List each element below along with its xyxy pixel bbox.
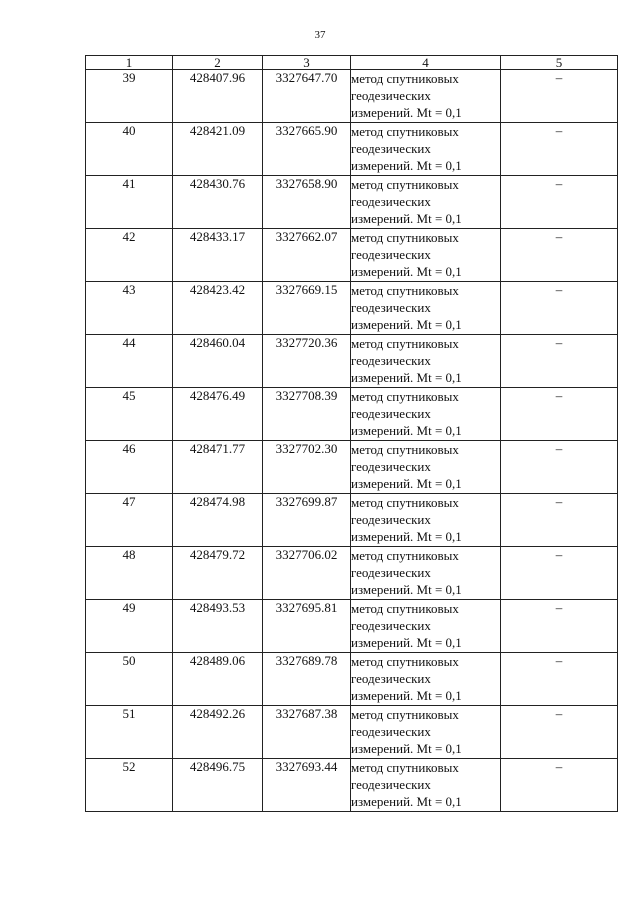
note-cell: – [501,600,618,653]
method-cell [351,335,501,388]
method-cell [351,547,501,600]
point-number-cell: 52 [86,759,173,812]
x-coordinate-cell: 428479.72 [173,547,263,600]
y-coordinate-cell: 3327669.15 [263,282,351,335]
note-cell: – [501,176,618,229]
table-row [86,176,618,229]
method-line: измерений. Mt = 0,1 [351,688,462,703]
note-cell: – [501,441,618,494]
method-cell [351,706,501,759]
method-cell [351,441,501,494]
point-number-cell: 41 [86,176,173,229]
point-number-cell: 44 [86,335,173,388]
method-line: геодезических [351,194,431,209]
header-col-2: 2 [173,56,263,70]
method-line: геодезических [351,618,431,633]
table-header-row [86,56,618,70]
note-cell: – [501,759,618,812]
point-number-cell: 48 [86,547,173,600]
method-line: геодезических [351,565,431,580]
x-coordinate-cell: 428407.96 [173,70,263,123]
x-coordinate-cell: 428496.75 [173,759,263,812]
x-coordinate-cell: 428423.42 [173,282,263,335]
header-col-4: 4 [351,56,501,70]
method-line: метод спутниковых [351,548,459,563]
method-line: геодезических [351,671,431,686]
point-number-cell: 46 [86,441,173,494]
method-line: метод спутниковых [351,495,459,510]
method-line: измерений. Mt = 0,1 [351,264,462,279]
y-coordinate-cell: 3327706.02 [263,547,351,600]
method-line: геодезических [351,512,431,527]
method-line: измерений. Mt = 0,1 [351,741,462,756]
point-number-cell: 51 [86,706,173,759]
header-col-3: 3 [263,56,351,70]
method-cell [351,600,501,653]
method-line: метод спутниковых [351,442,459,457]
method-line: измерений. Mt = 0,1 [351,317,462,332]
method-cell [351,494,501,547]
method-line: метод спутниковых [351,283,459,298]
coordinates-table [85,55,618,812]
x-coordinate-cell: 428471.77 [173,441,263,494]
point-number-cell: 40 [86,123,173,176]
note-cell: – [501,653,618,706]
method-line: метод спутниковых [351,707,459,722]
method-line: измерений. Mt = 0,1 [351,370,462,385]
method-line: геодезических [351,300,431,315]
y-coordinate-cell: 3327662.07 [263,229,351,282]
table-row [86,70,618,123]
note-cell: – [501,494,618,547]
method-cell [351,388,501,441]
method-line: измерений. Mt = 0,1 [351,158,462,173]
method-line: измерений. Mt = 0,1 [351,529,462,544]
table-row [86,335,618,388]
method-line: измерений. Mt = 0,1 [351,635,462,650]
method-cell [351,229,501,282]
table-row [86,759,618,812]
method-line: геодезических [351,724,431,739]
method-line: измерений. Mt = 0,1 [351,423,462,438]
method-line: измерений. Mt = 0,1 [351,211,462,226]
header-col-1: 1 [86,56,173,70]
y-coordinate-cell: 3327658.90 [263,176,351,229]
y-coordinate-cell: 3327647.70 [263,70,351,123]
table-row [86,706,618,759]
method-line: геодезических [351,353,431,368]
method-cell [351,759,501,812]
table-body [86,70,618,812]
x-coordinate-cell: 428489.06 [173,653,263,706]
table-row [86,600,618,653]
y-coordinate-cell: 3327687.38 [263,706,351,759]
method-line: геодезических [351,88,431,103]
method-line: измерений. Mt = 0,1 [351,476,462,491]
method-line: геодезических [351,459,431,474]
note-cell: – [501,229,618,282]
table-row [86,229,618,282]
table-row [86,282,618,335]
method-cell [351,123,501,176]
x-coordinate-cell: 428460.04 [173,335,263,388]
method-line: метод спутниковых [351,230,459,245]
x-coordinate-cell: 428474.98 [173,494,263,547]
x-coordinate-cell: 428430.76 [173,176,263,229]
method-line: измерений. Mt = 0,1 [351,105,462,120]
y-coordinate-cell: 3327689.78 [263,653,351,706]
y-coordinate-cell: 3327702.30 [263,441,351,494]
x-coordinate-cell: 428493.53 [173,600,263,653]
note-cell: – [501,547,618,600]
y-coordinate-cell: 3327720.36 [263,335,351,388]
note-cell: – [501,706,618,759]
method-line: метод спутниковых [351,71,459,86]
header-col-5: 5 [501,56,618,70]
x-coordinate-cell: 428421.09 [173,123,263,176]
method-line: метод спутниковых [351,336,459,351]
method-line: метод спутниковых [351,654,459,669]
point-number-cell: 43 [86,282,173,335]
table-row [86,653,618,706]
method-line: геодезических [351,141,431,156]
table-row [86,547,618,600]
method-line: геодезических [351,247,431,262]
method-line: метод спутниковых [351,760,459,775]
method-line: метод спутниковых [351,177,459,192]
table-row [86,494,618,547]
method-cell [351,282,501,335]
method-line: измерений. Mt = 0,1 [351,582,462,597]
x-coordinate-cell: 428492.26 [173,706,263,759]
note-cell: – [501,70,618,123]
method-line: геодезических [351,777,431,792]
x-coordinate-cell: 428476.49 [173,388,263,441]
note-cell: – [501,123,618,176]
method-cell [351,653,501,706]
method-cell [351,70,501,123]
method-line: метод спутниковых [351,389,459,404]
y-coordinate-cell: 3327693.44 [263,759,351,812]
point-number-cell: 42 [86,229,173,282]
method-line: метод спутниковых [351,601,459,616]
method-line: измерений. Mt = 0,1 [351,794,462,809]
x-coordinate-cell: 428433.17 [173,229,263,282]
note-cell: – [501,282,618,335]
note-cell: – [501,388,618,441]
y-coordinate-cell: 3327695.81 [263,600,351,653]
point-number-cell: 50 [86,653,173,706]
point-number-cell: 45 [86,388,173,441]
y-coordinate-cell: 3327665.90 [263,123,351,176]
point-number-cell: 39 [86,70,173,123]
method-line: геодезических [351,406,431,421]
y-coordinate-cell: 3327708.39 [263,388,351,441]
page-number: 37 [314,29,326,41]
point-number-cell: 47 [86,494,173,547]
table-row [86,441,618,494]
method-line: метод спутниковых [351,124,459,139]
table-row [86,123,618,176]
note-cell: – [501,335,618,388]
y-coordinate-cell: 3327699.87 [263,494,351,547]
point-number-cell: 49 [86,600,173,653]
method-cell [351,176,501,229]
table-row [86,388,618,441]
